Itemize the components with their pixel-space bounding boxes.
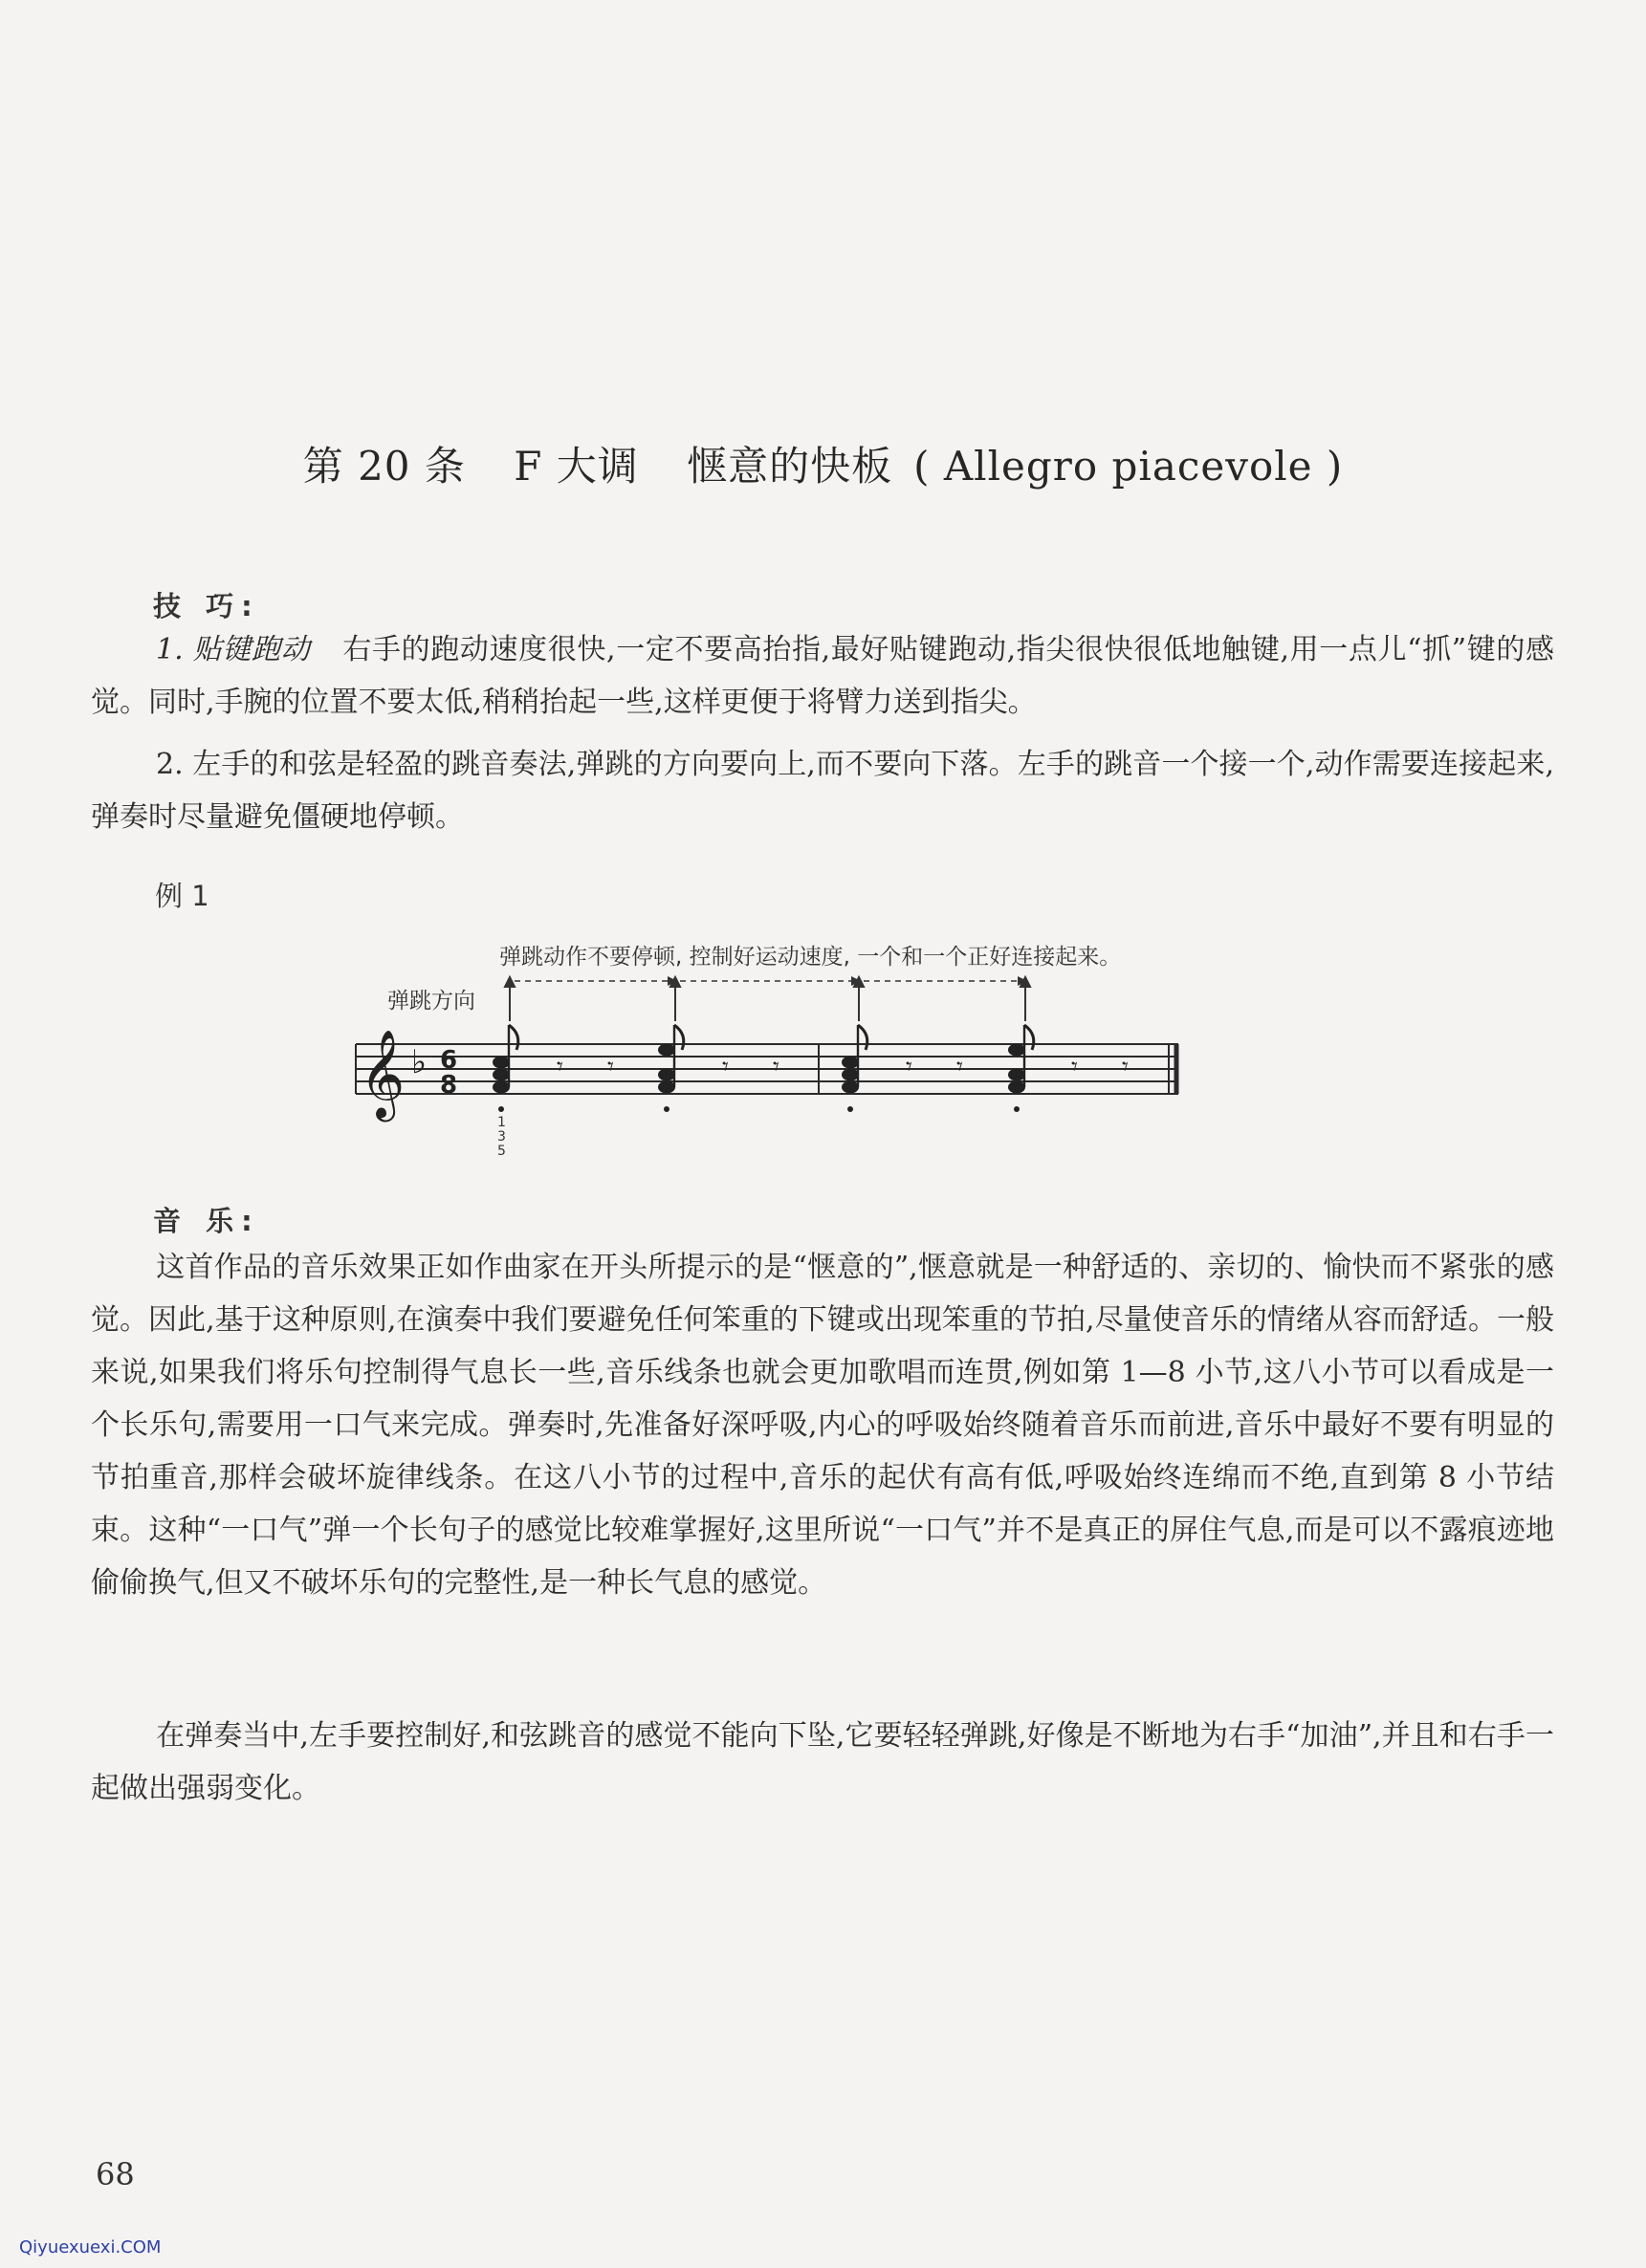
fingering-numbers (497, 1115, 506, 1159)
music-heading: 音 乐: (153, 1205, 260, 1237)
technique-item-1-lead: 1. 贴键跑动 (156, 633, 311, 666)
bounce-direction-arrows (505, 977, 1030, 1021)
music-paragraph-2 (91, 1710, 1554, 1815)
technique-heading: 技 巧: (153, 590, 260, 622)
svg-text:𝄾: 𝄾 (722, 1053, 729, 1081)
svg-text:𝄾: 𝄾 (557, 1053, 563, 1081)
flat-sign-icon: ♭ (411, 1043, 428, 1081)
technique-item-2-text: 2. 左手的和弦是轻盈的跳音奏法,弹跳的方向要向上,而不要向下落。左手的跳音一个接一个,动作需要连接起来,弹奏时尽量避免僵硬地停顿。 (91, 748, 1554, 834)
fingering-2: 3 (497, 1129, 506, 1145)
title-number: 第 20 条 (302, 443, 466, 490)
example-label: 例 1 (155, 880, 209, 912)
time-signature-bottom: 8 (440, 1071, 458, 1100)
treble-clef-icon: 𝄞 (360, 1029, 406, 1118)
fingering-3: 5 (497, 1144, 506, 1159)
staff-lines (356, 1044, 1178, 1094)
time-signature-top: 6 (440, 1046, 458, 1075)
site-watermark: Qiyuexuexi.COM (19, 2237, 162, 2257)
music-paragraph-1 (91, 1241, 1554, 1609)
svg-text:𝄾: 𝄾 (607, 1053, 614, 1081)
score-top-annotation: 弹跳动作不要停顿, 控制好运动速度, 一个和一个正好连接起来。 (499, 945, 1122, 970)
svg-text:𝄾: 𝄾 (956, 1053, 963, 1081)
title-key: F 大调 (514, 443, 639, 490)
fingering-1: 1 (497, 1115, 506, 1130)
music-paragraph-2-text: 在弹奏当中,左手要控制好,和弦跳音的感觉不能向下坠,它要轻轻弹跳,好像是不断地为右手“加油”,并且和右手一起做出强弱变化。 (91, 1719, 1554, 1805)
svg-text:𝄾: 𝄾 (1071, 1053, 1078, 1081)
title-name: 惬意的快板 (687, 443, 893, 490)
title-subtitle: ( Allegro piacevole ) (913, 443, 1344, 490)
svg-text:𝄾: 𝄾 (1122, 1053, 1129, 1081)
technique-item-1-text: 右手的跑动速度很快,一定不要高抬指,最好贴键跑动,指尖很快很低地触键,用一点儿“抓”键的感觉。同时,手腕的位置不要太低,稍稍抬起一些,这样更便于将臂力送到指尖。 (91, 633, 1554, 719)
page-number: 68 (96, 2156, 135, 2192)
svg-text:𝄾: 𝄾 (906, 1053, 912, 1081)
music-paragraph-1-text: 这首作品的音乐效果正如作曲家在开头所提示的是“惬意的”,惬意就是一种舒适的、亲切的、愉快而不紧张的感觉。因此,基于这种原则,在演奏中我们要避免任何笨重的下键或出现笨重的节拍,尽量使音乐的情绪从容而舒适。一般来说,如果我们将乐句控制得气息长一些,音乐线条也就会更加歌唱而连贯,例如第 1—8 小节,这八小节可以看成是一个长乐句,需要用一口气来完成。弹奏时,先准备好深呼吸,内心的呼吸始终随着音乐而前进,音乐中最好不要有明显的节拍重音,那样会破坏旋律线条。在这八小节的过程中,音乐的起伏有高有低,呼吸始终连绵而不绝,直到第 8 小节结束。这种“一口气”弹一个长句子的感觉比较难掌握好,这里所说“一口气”并不是真正的屏住气息,而是可以不露痕迹地偷偷换气,但又不破坏乐句的完整性,是一种长气息的感觉。 (91, 1251, 1554, 1600)
score-left-annotation: 弹跳方向 (387, 989, 475, 1014)
svg-text:𝄾: 𝄾 (773, 1053, 779, 1081)
